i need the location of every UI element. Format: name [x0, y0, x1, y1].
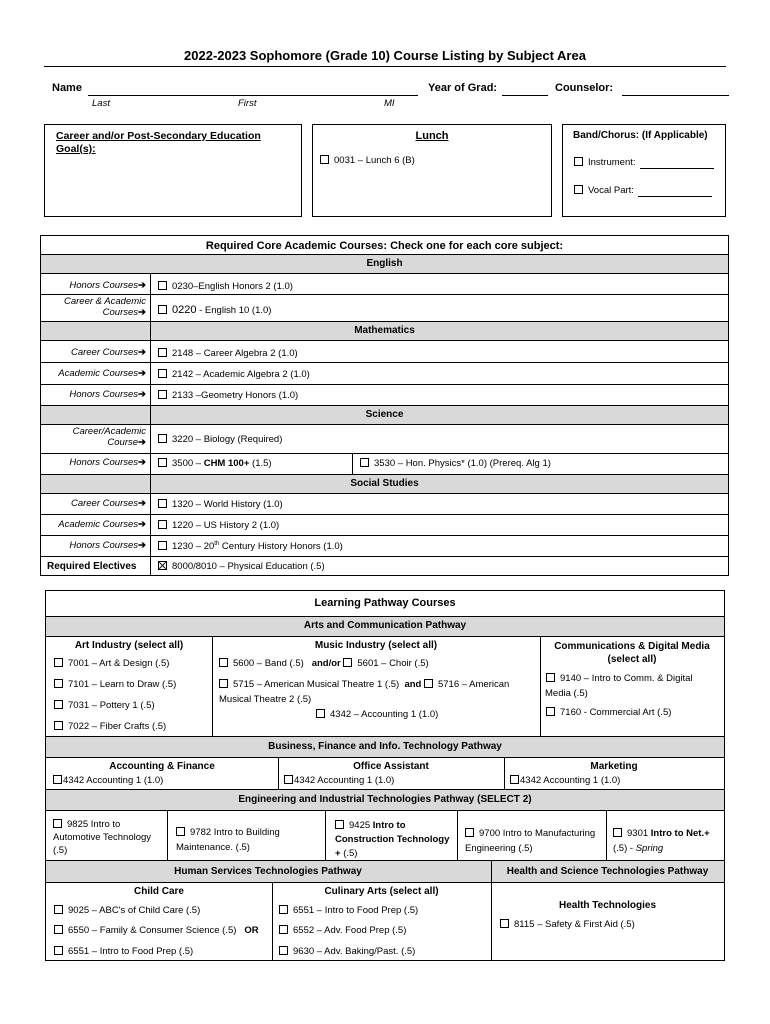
- option-label: 7001 – Art & Design (.5): [68, 658, 170, 669]
- first-label: First: [238, 98, 257, 109]
- checkbox-icon[interactable]: [54, 925, 63, 934]
- social-honors-label: Honors Courses➔: [69, 540, 146, 551]
- divider: [45, 736, 725, 737]
- option-label: 8115 – Safety & First Aid (.5): [514, 919, 635, 930]
- checkbox-icon[interactable]: [54, 721, 63, 730]
- option-label: 1320 – World History (1.0): [172, 499, 283, 510]
- band-title: Band/Chorus: (If Applicable): [573, 130, 708, 141]
- checkbox-icon[interactable]: [158, 369, 167, 378]
- instrument-field[interactable]: [640, 168, 714, 169]
- music-option[interactable]: [316, 709, 438, 720]
- english-honors-option[interactable]: [158, 281, 293, 292]
- option-label: 0230–English Honors 2 (1.0): [172, 281, 293, 292]
- checkbox-icon[interactable]: [54, 700, 63, 709]
- checkbox-icon[interactable]: [279, 905, 288, 914]
- checkbox-icon[interactable]: [424, 679, 433, 688]
- checkbox-icon[interactable]: [54, 679, 63, 688]
- culinary-option[interactable]: [279, 905, 418, 916]
- checkbox-icon[interactable]: [53, 775, 62, 784]
- lunch-box: [312, 124, 552, 217]
- social-career-option[interactable]: [158, 499, 283, 510]
- page-title: 2022-2023 Sophomore (Grade 10) Course Listing by Subject Area: [184, 48, 586, 63]
- math-academic-option[interactable]: [158, 369, 310, 380]
- checkbox-icon[interactable]: [158, 305, 167, 314]
- checkbox-icon[interactable]: [54, 946, 63, 955]
- music-industry-title: Music Industry (select all): [314, 640, 438, 651]
- option-label: 9630 – Adv. Baking/Past. (.5): [293, 946, 416, 957]
- culinary-option[interactable]: [279, 925, 406, 936]
- option-label: Media (.5): [545, 688, 588, 699]
- option-label: 3530 – Hon. Physics* (1.0) (Prereq. Alg 1): [374, 458, 551, 469]
- core-title: Required Core Academic Courses: Check one for each core subject:: [205, 240, 564, 252]
- child-care-option[interactable]: [54, 946, 193, 957]
- english-career-label: Career & Academic Courses➔: [63, 296, 146, 318]
- music-option[interactable]: [219, 658, 429, 669]
- conjunction: and: [404, 679, 422, 690]
- divider: [40, 340, 729, 341]
- checkbox-icon[interactable]: [335, 820, 344, 829]
- checkbox-icon[interactable]: [574, 185, 583, 194]
- checkbox-icon[interactable]: [360, 458, 369, 467]
- lunch-option[interactable]: [320, 155, 415, 166]
- counselor-field[interactable]: [622, 95, 729, 96]
- option-label: Maintenance. (.5): [176, 842, 250, 853]
- arrow-right-icon: ➔: [138, 540, 146, 551]
- engineering-option-construction[interactable]: [335, 819, 449, 861]
- lunch-option-label: 0031 – Lunch 6 (B): [334, 155, 415, 166]
- arrow-right-icon: ➔: [138, 437, 146, 448]
- health-title: Health and Science Technologies Pathway: [506, 866, 709, 877]
- option-label: 1230 – 20: [172, 541, 215, 553]
- math-honors-option[interactable]: [158, 390, 298, 401]
- divider: [457, 810, 458, 860]
- child-care-option[interactable]: [54, 925, 259, 936]
- checkbox-icon[interactable]: [546, 673, 555, 682]
- divider: [45, 860, 725, 861]
- year-field[interactable]: [502, 95, 548, 96]
- arrow-right-icon: ➔: [138, 498, 146, 509]
- option-label: 7101 – Learn to Draw (.5): [68, 679, 177, 690]
- accounting-option[interactable]: [53, 775, 163, 786]
- option-label: 9425: [349, 820, 373, 831]
- art-option[interactable]: [54, 721, 166, 732]
- arrow-right-icon: ➔: [138, 280, 146, 291]
- comm-option[interactable]: [546, 707, 671, 718]
- divider: [40, 362, 729, 363]
- social-career-label: Career Courses➔: [70, 498, 146, 509]
- option-label: 7022 – Fiber Crafts (.5): [68, 721, 167, 732]
- checkbox-icon[interactable]: [284, 775, 293, 784]
- goals-label: Career and/or Post-Secondary Education Goal(s):: [56, 130, 261, 155]
- checked-checkbox-icon[interactable]: [158, 561, 167, 570]
- counselor-label: Counselor:: [555, 82, 614, 94]
- checkbox-icon[interactable]: [158, 390, 167, 399]
- option-label: (.5) -: [613, 843, 636, 854]
- divider: [40, 254, 729, 255]
- english-honors-label: Honors Courses➔: [69, 280, 146, 291]
- option-label: 3500 –: [172, 458, 204, 469]
- checkbox-icon[interactable]: [219, 658, 228, 667]
- divider: [40, 474, 729, 475]
- arrow-right-icon: ➔: [138, 519, 146, 530]
- conjunction: OR: [244, 925, 259, 936]
- checkbox-icon[interactable]: [510, 775, 519, 784]
- social-academic-option[interactable]: [158, 520, 279, 531]
- electives-option[interactable]: [158, 561, 325, 572]
- divider: [325, 810, 326, 860]
- label-column-divider: [150, 273, 151, 576]
- health-tech-title: Health Technologies: [558, 900, 657, 911]
- checkbox-icon[interactable]: [316, 709, 325, 718]
- checkbox-icon[interactable]: [158, 281, 167, 290]
- option-label: 1220 – US History 2 (1.0): [172, 520, 280, 531]
- checkbox-icon[interactable]: [546, 707, 555, 716]
- arrow-right-icon: ➔: [138, 307, 146, 318]
- checkbox-icon[interactable]: [465, 828, 474, 837]
- option-label: 9140 – Intro to Comm. & Digital: [560, 673, 693, 684]
- option-label: 2142 – Academic Algebra 2 (1.0): [172, 369, 310, 380]
- conjunction: and/or: [311, 658, 341, 669]
- arrow-right-icon: ➔: [138, 347, 146, 358]
- arrow-right-icon: ➔: [138, 457, 146, 468]
- math-career-option[interactable]: [158, 348, 298, 359]
- english-career-option[interactable]: [158, 304, 271, 316]
- band-box: [562, 124, 726, 217]
- social-academic-label: Academic Courses➔: [58, 519, 146, 530]
- divider: [40, 535, 729, 536]
- option-label: 6551 – Intro to Food Prep (.5): [293, 905, 419, 916]
- health-option[interactable]: [500, 919, 635, 930]
- art-industry-title: Art Industry (select all): [74, 640, 184, 651]
- option-label: 3220 – Biology (Required): [172, 434, 283, 445]
- option-label: 4342 Accounting 1 (1.0): [520, 775, 621, 786]
- option-label: 9700 Intro to Manufacturing: [479, 828, 596, 839]
- checkbox-icon[interactable]: [613, 828, 622, 837]
- art-option[interactable]: [54, 700, 155, 711]
- option-label: 2148 – Career Algebra 2 (1.0): [172, 348, 298, 359]
- music-option-continued: [219, 694, 311, 705]
- option-label: (.5): [343, 848, 358, 859]
- option-label: 9782 Intro to Building: [190, 827, 280, 838]
- comm-title: Communications & Digital Media (select all): [554, 641, 710, 665]
- math-honors-label: Honors Courses➔: [69, 389, 146, 400]
- divider: [45, 636, 725, 637]
- vocal-field[interactable]: [638, 196, 712, 197]
- social-honors-option[interactable]: [158, 541, 343, 552]
- option-label: 5715 – American Musical Theatre 1 (.5): [233, 679, 400, 690]
- science-title: Science: [365, 409, 404, 420]
- title-rule: [44, 66, 726, 67]
- divider: [40, 424, 729, 425]
- last-label: Last: [92, 98, 110, 109]
- option-label-bold: Intro to: [372, 820, 406, 831]
- checkbox-icon[interactable]: [54, 658, 63, 667]
- option-label: 7160 - Commercial Art (.5): [560, 707, 672, 718]
- divider: [45, 882, 725, 883]
- divider: [40, 294, 729, 295]
- option-label: 9825 Intro to: [67, 819, 121, 830]
- instrument-label: Instrument:: [588, 157, 636, 168]
- human-title: Human Services Technologies Pathway: [174, 866, 362, 877]
- option-label: Century History Honors (1.0): [219, 541, 343, 553]
- option-label: 5601 – Choir (.5): [357, 658, 429, 669]
- checkbox-icon[interactable]: [158, 541, 167, 550]
- art-option[interactable]: [54, 658, 169, 669]
- option-label: 9025 – ABC's of Child Care (.5): [68, 905, 201, 916]
- divider: [212, 636, 213, 736]
- comm-option-continued: [545, 688, 588, 699]
- mi-label: MI: [384, 98, 395, 109]
- checkbox-icon[interactable]: [158, 434, 167, 443]
- divider: [40, 384, 729, 385]
- checkbox-icon[interactable]: [54, 905, 63, 914]
- divider: [352, 453, 353, 474]
- checkbox-icon[interactable]: [158, 348, 167, 357]
- option-label: Automotive Technology: [53, 832, 152, 843]
- engineering-option-network[interactable]: [613, 826, 710, 856]
- option-label: 6552 – Adv. Food Prep (.5): [293, 925, 407, 936]
- vocal-option[interactable]: [574, 185, 634, 196]
- science-ca-label: Career/Academic Course➔: [72, 426, 146, 448]
- office-option[interactable]: [284, 775, 394, 786]
- math-career-label: Career Courses➔: [70, 347, 146, 358]
- checkbox-icon[interactable]: [158, 458, 167, 467]
- checkbox-icon[interactable]: [500, 919, 509, 928]
- science-honors-option[interactable]: [158, 458, 272, 469]
- option-label-bold: Construction Technology: [335, 834, 450, 845]
- option-label: 5600 – Band (.5): [233, 658, 304, 669]
- culinary-option[interactable]: [279, 946, 415, 957]
- english-title: English: [366, 258, 403, 269]
- option-label: 4342 – Accounting 1 (1.0): [330, 709, 439, 720]
- lunch-title: Lunch: [415, 130, 449, 142]
- music-option[interactable]: [219, 679, 509, 690]
- option-label: 6550 – Family & Consumer Science (.5): [68, 925, 237, 936]
- math-title: Mathematics: [354, 325, 415, 336]
- marketing-option[interactable]: [510, 775, 620, 786]
- checkbox-icon[interactable]: [320, 155, 329, 164]
- divider: [40, 493, 729, 494]
- option-label: 5716 – American: [437, 679, 510, 690]
- name-label: Name: [52, 82, 82, 94]
- option-label-italic: Spring: [635, 843, 664, 854]
- arts-title: Arts and Communication Pathway: [303, 620, 467, 631]
- business-title: Business, Finance and Info. Technology Pathway: [268, 741, 502, 752]
- vocal-label: Vocal Part:: [588, 185, 634, 196]
- art-option[interactable]: [54, 679, 176, 690]
- goals-box[interactable]: [44, 124, 302, 217]
- electives-label: Required Electives: [47, 561, 137, 572]
- arrow-right-icon: ➔: [138, 368, 146, 379]
- divider: [40, 405, 729, 406]
- option-label: 4342 Accounting 1 (1.0): [63, 775, 164, 786]
- divider: [40, 321, 729, 322]
- option-label: Engineering (.5): [465, 843, 533, 854]
- divider: [606, 810, 607, 860]
- divider: [45, 789, 725, 790]
- instrument-option[interactable]: [574, 157, 636, 168]
- accounting-title: Accounting & Finance: [109, 761, 215, 772]
- checkbox-icon[interactable]: [279, 925, 288, 934]
- divider: [40, 273, 729, 274]
- divider: [45, 810, 725, 811]
- checkbox-icon[interactable]: [53, 819, 62, 828]
- checkbox-icon[interactable]: [219, 679, 228, 688]
- divider: [40, 556, 729, 557]
- engineering-option-manufacturing[interactable]: [465, 826, 595, 856]
- science-ca-option[interactable]: [158, 434, 282, 445]
- option-label: 4342 Accounting 1 (1.0): [294, 775, 395, 786]
- engineering-title: Engineering and Industrial Technologies Pathway (SELECT 2): [238, 794, 532, 805]
- year-label: Year of Grad:: [428, 82, 498, 94]
- child-care-option[interactable]: [54, 905, 200, 916]
- science-honors-option-2[interactable]: [360, 458, 551, 469]
- child-care-title: Child Care: [133, 886, 184, 897]
- option-label: Musical Theatre 2 (.5): [219, 694, 312, 705]
- divider: [45, 616, 725, 617]
- option-label: 9301: [627, 828, 651, 839]
- pathway-title: Learning Pathway Courses: [314, 597, 456, 609]
- divider: [40, 514, 729, 515]
- name-field[interactable]: [88, 95, 418, 96]
- divider: [40, 453, 729, 454]
- science-honors-label: Honors Courses➔: [69, 457, 146, 468]
- marketing-title: Marketing: [590, 761, 638, 772]
- engineering-option-building[interactable]: [176, 825, 280, 855]
- option-label: 7031 – Pottery 1 (.5): [68, 700, 155, 711]
- office-title: Office Assistant: [353, 761, 429, 772]
- option-label: (1.5): [249, 458, 272, 469]
- social-title: Social Studies: [350, 478, 419, 489]
- option-label-bold: +: [335, 848, 344, 859]
- checkbox-icon[interactable]: [176, 827, 185, 836]
- culinary-title: Culinary Arts (select all): [324, 886, 439, 897]
- checkbox-icon[interactable]: [158, 499, 167, 508]
- checkbox-icon[interactable]: [574, 157, 583, 166]
- checkbox-icon[interactable]: [279, 946, 288, 955]
- checkbox-icon[interactable]: [343, 658, 352, 667]
- divider: [167, 810, 168, 860]
- option-label-bold: Intro to Net.+: [650, 828, 710, 839]
- option-label-bold: CHM 100+: [203, 458, 250, 469]
- divider: [45, 757, 725, 758]
- engineering-option-auto[interactable]: [53, 818, 151, 857]
- option-label: 8000/8010 – Physical Education (.5): [172, 561, 325, 572]
- option-label: - English 10 (1.0): [196, 305, 272, 316]
- math-academic-label: Academic Courses➔: [58, 368, 146, 379]
- option-label: 6551 – Intro to Food Prep (.5): [68, 946, 194, 957]
- option-label: 2133 –Geometry Honors (1.0): [172, 390, 299, 401]
- checkbox-icon[interactable]: [158, 520, 167, 529]
- superscript: th: [214, 541, 220, 547]
- arrow-right-icon: ➔: [138, 389, 146, 400]
- option-label: (.5): [53, 845, 68, 856]
- option-code: 0220: [172, 304, 197, 316]
- comm-option[interactable]: [546, 673, 693, 684]
